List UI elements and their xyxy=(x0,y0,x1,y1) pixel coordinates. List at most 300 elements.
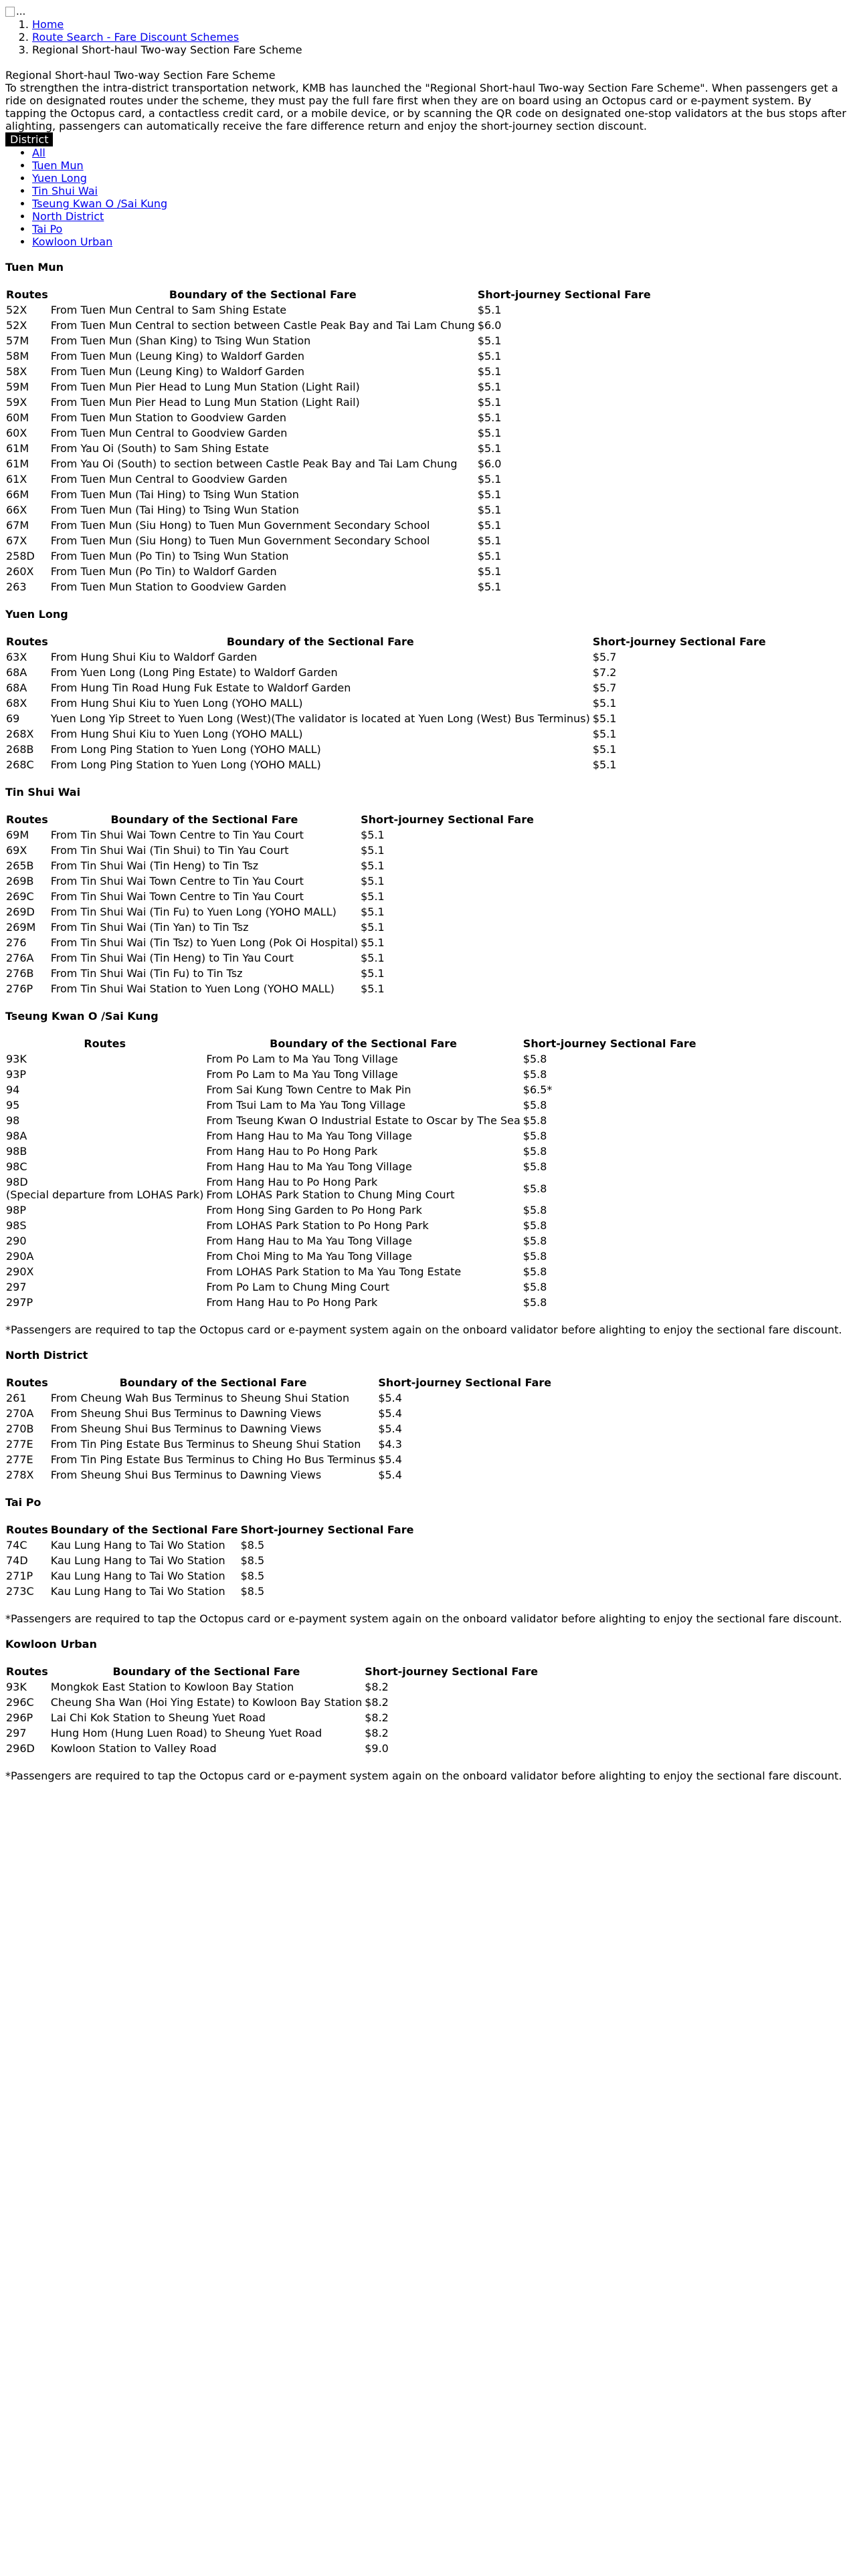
route-cell: 59X xyxy=(6,396,27,409)
fare-cell: $5.8 xyxy=(522,1160,547,1173)
table-row xyxy=(5,859,535,873)
route-cell: 269B xyxy=(6,875,34,887)
boundary-cell: From Tuen Mun Pier Head to Lung Mun Station (Light Rail) xyxy=(50,381,360,393)
route-cell: 95 xyxy=(6,1099,20,1111)
district-link-yuen-long[interactable]: Yuen Long xyxy=(32,172,87,185)
fare-cell: $5.1 xyxy=(477,381,502,393)
table-row xyxy=(5,518,652,532)
district-filter-item xyxy=(32,159,854,172)
boundary-cell: From Tin Ping Estate Bus Terminus to Sheung Shui Station xyxy=(50,1438,361,1451)
route-cell: 290A xyxy=(6,1250,34,1263)
table-row xyxy=(5,665,767,679)
route-cell: 290 xyxy=(6,1235,27,1247)
routes-header: Routes xyxy=(6,288,48,301)
boundary-cell: From Tuen Mun (Po Tin) to Tsing Wun Station xyxy=(50,550,289,562)
table-row xyxy=(5,650,767,664)
boundary-cell: From LOHAS Park Station to Ma Yau Tong Estate xyxy=(206,1265,462,1278)
table-row xyxy=(5,1052,697,1066)
boundary-cell: From Tin Shui Wai (Tin Heng) to Tin Tsz xyxy=(50,859,259,872)
fare-cell: $5.1 xyxy=(477,396,502,409)
district-label: District xyxy=(5,132,53,146)
fare-cell: $6.0 xyxy=(477,457,502,470)
fare-header: Short-journey Sectional Fare xyxy=(361,813,534,826)
intro-text: To strengthen the intra-district transportation network, KMB has launched the "Regional Short-haul Two-way Section Fare Scheme". When passengers get a ride on designated routes under the scheme, they must pay the full fare first when they are on board using an Octopus card or e-payment system. By tapping the Octopus card, a contactless credit card, or a mobile device, or by scanning the QR code on designated one-stop validators at the bus stops after alighting, passengers can automatically receive the fare difference return and enjoy the short-journey section discount. xyxy=(5,82,846,132)
table-row xyxy=(5,1203,697,1217)
route-cell: 268B xyxy=(6,743,34,756)
table-row xyxy=(5,1695,539,1709)
fare-cell: $8.5 xyxy=(240,1570,265,1582)
boundary-cell: From Hung Tin Road Hung Fuk Estate to Waldorf Garden xyxy=(50,681,351,694)
route-cell: 273C xyxy=(6,1585,34,1598)
route-cell: 93P xyxy=(6,1068,27,1081)
table-row xyxy=(5,681,767,695)
section-note: *Passengers are required to tap the Octopus card or e-payment system again on the onboard validator before alighting to enjoy the sectional fare discount. xyxy=(5,1323,842,1336)
fare-cell: $5.4 xyxy=(378,1407,402,1420)
fare-cell: $8.5 xyxy=(240,1539,265,1551)
district-link-kowloon-urban[interactable]: Kowloon Urban xyxy=(32,235,113,248)
fare-cell: $5.1 xyxy=(592,743,617,756)
fare-table xyxy=(4,811,536,997)
boundary-cell: From Hang Hau to Ma Yau Tong Village xyxy=(206,1130,412,1142)
table-row xyxy=(5,712,767,726)
fare-cell: $5.1 xyxy=(361,952,385,964)
table-row xyxy=(5,395,652,409)
boundary-cell: Mongkok East Station to Kowloon Bay Station xyxy=(50,1681,294,1693)
route-cell: 68A xyxy=(6,666,27,679)
fare-cell: $5.4 xyxy=(378,1392,402,1404)
fare-cell: $5.1 xyxy=(477,442,502,455)
boundary-cell: From Tuen Mun (Leung King) to Waldorf Garden xyxy=(50,350,305,362)
boundary-cell: From Tuen Mun (Tai Hing) to Tsing Wun Station xyxy=(50,504,299,516)
table-row xyxy=(5,1144,697,1158)
route-cell: 60X xyxy=(6,427,27,439)
table-row xyxy=(5,1406,552,1420)
route-cell: 98B xyxy=(6,1145,27,1158)
route-cell: 60M xyxy=(6,411,29,424)
boundary-header: Boundary of the Sectional Fare xyxy=(112,1665,300,1678)
fare-cell: $5.1 xyxy=(361,829,385,841)
table-header-row xyxy=(5,1523,414,1537)
table-row xyxy=(5,318,652,332)
table-header-row xyxy=(5,813,535,827)
fare-cell: $5.1 xyxy=(477,334,502,347)
route-cell: 296D xyxy=(6,1742,35,1755)
route-cell: 74C xyxy=(6,1539,27,1551)
table-row xyxy=(5,534,652,548)
table-row xyxy=(5,1741,539,1755)
route-cell: 93K xyxy=(6,1681,27,1693)
table-row xyxy=(5,920,535,934)
routes-header: Routes xyxy=(6,1523,48,1536)
fare-cell: $8.5 xyxy=(240,1585,265,1598)
route-cell: 290X xyxy=(6,1265,34,1278)
fare-cell: $5.8 xyxy=(522,1296,547,1309)
table-row xyxy=(5,1249,697,1263)
route-cell: 277E xyxy=(6,1438,33,1451)
breadcrumb-item-home xyxy=(32,18,854,31)
header-image xyxy=(5,5,854,18)
fare-header: Short-journey Sectional Fare xyxy=(522,1037,696,1050)
boundary-cell: From Tuen Mun (Siu Hong) to Tuen Mun Government Secondary School xyxy=(50,534,430,547)
fare-cell: $8.2 xyxy=(365,1696,389,1709)
fare-cell: $5.1 xyxy=(592,697,617,710)
table-row xyxy=(5,1295,697,1309)
route-cell: 297P xyxy=(6,1296,33,1309)
section-heading: Yuen Long xyxy=(5,608,68,621)
boundary-cell: From Tuen Mun Station to Goodview Garden xyxy=(50,411,287,424)
header-image-alt: ... xyxy=(16,5,26,17)
table-row xyxy=(5,828,535,842)
route-cell: 68A xyxy=(6,681,27,694)
fare-cell: $5.1 xyxy=(477,580,502,593)
fare-cell: $5.1 xyxy=(361,921,385,934)
fare-table xyxy=(4,1521,415,1600)
table-row xyxy=(5,1160,697,1174)
fare-cell: $7.2 xyxy=(592,666,617,679)
breadcrumb xyxy=(5,18,854,56)
table-header-row xyxy=(5,1665,539,1679)
boundary-cell: From Hung Shui Kiu to Waldorf Garden xyxy=(50,651,258,663)
route-cell: 98P xyxy=(6,1204,27,1216)
table-row xyxy=(5,1553,414,1568)
table-header-row xyxy=(5,635,767,649)
table-row xyxy=(5,1711,539,1725)
table-row xyxy=(5,364,652,379)
fare-cell: $5.8 xyxy=(522,1182,547,1195)
table-row xyxy=(5,426,652,440)
table-row xyxy=(5,758,767,772)
table-row xyxy=(5,1680,539,1694)
boundary-header: Boundary of the Sectional Fare xyxy=(226,635,414,648)
boundary-cell: From Tin Shui Wai (Tin Heng) to Tin Yau Court xyxy=(50,952,294,964)
fare-cell: $8.2 xyxy=(365,1711,389,1724)
fare-cell: $5.8 xyxy=(522,1053,547,1065)
table-row xyxy=(5,1129,697,1143)
section-heading: North District xyxy=(5,1349,88,1362)
table-row xyxy=(5,1391,552,1405)
boundary-cell: From Sheung Shui Bus Terminus to Dawning Views xyxy=(50,1407,322,1420)
table-row xyxy=(5,457,652,471)
route-cell: 276A xyxy=(6,952,34,964)
route-cell: 66X xyxy=(6,504,27,516)
fare-cell: $5.8 xyxy=(522,1235,547,1247)
route-cell: 277E xyxy=(6,1453,33,1466)
boundary-cell: From Tuen Mun (Po Tin) to Waldorf Garden xyxy=(50,565,277,578)
boundary-cell: From Tuen Mun Central to Goodview Garden xyxy=(50,473,288,486)
table-row xyxy=(5,1265,697,1279)
boundary-cell: From Tuen Mun (Shan King) to Tsing Wun Station xyxy=(50,334,311,347)
fare-cell: $5.8 xyxy=(522,1099,547,1111)
routes-header: Routes xyxy=(6,1376,48,1389)
boundary-cell: From Tin Shui Wai (Tin Fu) to Yuen Long (YOHO MALL) xyxy=(50,905,337,918)
table-row xyxy=(5,1422,552,1436)
fare-cell: $5.8 xyxy=(522,1265,547,1278)
route-cell: 67M xyxy=(6,519,29,532)
route-cell: 297 xyxy=(6,1727,27,1739)
boundary-cell: From Tuen Mun (Siu Hong) to Tuen Mun Government Secondary School xyxy=(50,519,430,532)
boundary-cell: From LOHAS Park Station to Po Hong Park xyxy=(206,1219,429,1232)
fare-table xyxy=(4,633,768,773)
route-cell: 297 xyxy=(6,1281,27,1293)
fare-table xyxy=(4,1035,698,1311)
boundary-cell: From Hang Hau to Ma Yau Tong Village xyxy=(206,1160,412,1173)
route-cell: 271P xyxy=(6,1570,33,1582)
route-cell: 269M xyxy=(6,921,36,934)
route-cell: 269D xyxy=(6,905,35,918)
route-cell: 61M xyxy=(6,442,29,455)
table-row xyxy=(5,843,535,857)
table-row xyxy=(5,1437,552,1451)
fare-header: Short-journey Sectional Fare xyxy=(365,1665,539,1678)
boundary-cell: From Tuen Mun (Leung King) to Waldorf Garden xyxy=(50,365,305,378)
table-row xyxy=(5,742,767,756)
table-row xyxy=(5,488,652,502)
boundary-cell: From Po Lam to Ma Yau Tong Village xyxy=(206,1068,398,1081)
district-filter-item xyxy=(32,146,854,159)
table-row xyxy=(5,936,535,950)
route-cell: 67X xyxy=(6,534,27,547)
fare-sections xyxy=(5,261,854,1782)
route-cell: 260X xyxy=(6,565,34,578)
breadcrumb-link-home[interactable]: Home xyxy=(32,18,64,31)
section-heading: Tuen Mun xyxy=(5,261,64,274)
boundary-cell: From Tuen Mun Pier Head to Lung Mun Station (Light Rail) xyxy=(50,396,360,409)
route-cell: 270A xyxy=(6,1407,34,1420)
section-note: *Passengers are required to tap the Octopus card or e-payment system again on the onboard validator before alighting to enjoy the sectional fare discount. xyxy=(5,1769,842,1782)
boundary-header: Boundary of the Sectional Fare xyxy=(119,1376,307,1389)
broken-image-icon xyxy=(5,7,15,17)
district-link-north-district[interactable]: North District xyxy=(32,210,104,223)
boundary-header: Boundary of the Sectional Fare xyxy=(110,813,298,826)
table-row xyxy=(5,905,535,919)
route-cell: 268X xyxy=(6,728,34,740)
page-title: Regional Short-haul Two-way Section Fare Scheme xyxy=(5,69,276,82)
fare-cell: $5.1 xyxy=(477,504,502,516)
fare-cell: $5.8 xyxy=(522,1068,547,1081)
boundary-cell: Yuen Long Yip Street to Yuen Long (West)(The validator is located at Yuen Long (West) Bus Terminus) xyxy=(50,712,590,725)
route-cell: 268C xyxy=(6,758,34,771)
table-row xyxy=(5,951,535,965)
route-cell: 258D xyxy=(6,550,35,562)
route-cell: 278X xyxy=(6,1469,34,1481)
route-cell: 261 xyxy=(6,1392,27,1404)
table-row xyxy=(5,1175,697,1202)
fare-cell: $5.1 xyxy=(361,905,385,918)
table-row xyxy=(5,1098,697,1112)
district-link-tseung-kwan-o[interactable]: Tseung Kwan O /Sai Kung xyxy=(32,197,168,210)
boundary-cell: From Yuen Long (Long Ping Estate) to Waldorf Garden xyxy=(50,666,338,679)
district-filter-item xyxy=(32,185,854,197)
route-cell: 98S xyxy=(6,1219,27,1232)
boundary-cell: From Hong Sing Garden to Po Hong Park xyxy=(206,1204,422,1216)
fare-cell: $5.4 xyxy=(378,1469,402,1481)
boundary-cell: From Po Lam to Ma Yau Tong Village xyxy=(206,1053,398,1065)
fare-cell: $5.1 xyxy=(592,728,617,740)
district-filter-item xyxy=(32,210,854,223)
fare-header: Short-journey Sectional Fare xyxy=(592,635,766,648)
route-cell: 63X xyxy=(6,651,27,663)
table-row xyxy=(5,564,652,578)
table-row xyxy=(5,1280,697,1294)
fare-cell: $5.8 xyxy=(522,1114,547,1127)
fare-cell: $5.1 xyxy=(361,890,385,903)
boundary-cell: From Hang Hau to Po Hong Park xyxy=(206,1296,378,1309)
fare-cell: $5.8 xyxy=(522,1130,547,1142)
fare-cell: $6.5* xyxy=(522,1083,553,1096)
district-link-tai-po[interactable]: Tai Po xyxy=(32,223,63,235)
boundary-header: Boundary of the Sectional Fare xyxy=(169,288,357,301)
route-cell: 52X xyxy=(6,304,27,316)
route-cell: 263 xyxy=(6,580,27,593)
boundary-cell: Kau Lung Hang to Tai Wo Station xyxy=(50,1554,225,1567)
boundary-cell: From Sai Kung Town Centre to Mak Pin xyxy=(206,1083,411,1096)
route-cell: 57M xyxy=(6,334,29,347)
fare-cell: $5.1 xyxy=(361,967,385,980)
fare-cell: $5.7 xyxy=(592,651,617,663)
fare-cell: $5.8 xyxy=(522,1250,547,1263)
route-cell: 98C xyxy=(6,1160,27,1173)
fare-cell: $5.1 xyxy=(592,712,617,725)
fare-cell: $5.4 xyxy=(378,1453,402,1466)
boundary-cell: Kowloon Station to Valley Road xyxy=(50,1742,217,1755)
fare-cell: $5.1 xyxy=(592,758,617,771)
boundary-cell: From Hung Shui Kiu to Yuen Long (YOHO MALL) xyxy=(50,728,303,740)
table-row xyxy=(5,966,535,980)
fare-cell: $5.1 xyxy=(361,982,385,995)
district-filter-item xyxy=(32,235,854,248)
table-row xyxy=(5,1584,414,1598)
table-row xyxy=(5,1726,539,1740)
table-row xyxy=(5,549,652,563)
boundary-cell: From Tuen Mun (Tai Hing) to Tsing Wun Station xyxy=(50,488,299,501)
route-cell: 69 xyxy=(6,712,20,725)
route-cell: 269C xyxy=(6,890,34,903)
boundary-cell: Kau Lung Hang to Tai Wo Station xyxy=(50,1570,225,1582)
boundary-cell: Hung Hom (Hung Luen Road) to Sheung Yuet Road xyxy=(50,1727,322,1739)
fare-cell: $5.1 xyxy=(361,859,385,872)
table-row xyxy=(5,1453,552,1467)
section-note: *Passengers are required to tap the Octopus card or e-payment system again on the onboard validator before alighting to enjoy the sectional fare discount. xyxy=(5,1612,842,1625)
district-filter-item xyxy=(32,197,854,210)
table-row xyxy=(5,1083,697,1097)
boundary-cell: From Yau Oi (South) to section between Castle Peak Bay and Tai Lam Chung xyxy=(50,457,458,470)
route-cell: 276 xyxy=(6,936,27,949)
boundary-cell: Kau Lung Hang to Tai Wo Station xyxy=(50,1585,225,1598)
fare-header: Short-journey Sectional Fare xyxy=(240,1523,414,1536)
district-link-tin-shui-wai[interactable]: Tin Shui Wai xyxy=(32,185,98,197)
fare-cell: $5.1 xyxy=(477,350,502,362)
section-heading: Tseung Kwan O /Sai Kung xyxy=(5,1010,159,1023)
boundary-cell: From Tin Shui Wai (Tin Tsz) to Yuen Long (Pok Oi Hospital) xyxy=(50,936,359,949)
table-row xyxy=(5,1067,697,1081)
route-cell: 69X xyxy=(6,844,27,857)
route-cell: 58X xyxy=(6,365,27,378)
table-row xyxy=(5,503,652,517)
table-row xyxy=(5,874,535,888)
routes-header: Routes xyxy=(6,1665,48,1678)
table-row xyxy=(5,334,652,348)
fare-cell: $6.0 xyxy=(477,319,502,332)
table-row xyxy=(5,982,535,996)
route-cell: 61M xyxy=(6,457,29,470)
boundary-cell: From Choi Ming to Ma Yau Tong Village xyxy=(206,1250,412,1263)
district-link-tuen-mun[interactable]: Tuen Mun xyxy=(32,159,84,172)
route-cell: 52X xyxy=(6,319,27,332)
fare-cell: $5.1 xyxy=(477,565,502,578)
boundary-cell: From Cheung Wah Bus Terminus to Sheung Shui Station xyxy=(50,1392,350,1404)
boundary-cell: From Long Ping Station to Yuen Long (YOHO MALL) xyxy=(50,758,321,771)
fare-table xyxy=(4,1374,553,1483)
boundary-cell: From Long Ping Station to Yuen Long (YOHO MALL) xyxy=(50,743,321,756)
fare-cell: $5.1 xyxy=(477,473,502,486)
fare-cell: $8.5 xyxy=(240,1554,265,1567)
table-row xyxy=(5,472,652,486)
route-cell: 69M xyxy=(6,829,29,841)
table-row xyxy=(5,1218,697,1232)
fare-cell: $5.4 xyxy=(378,1422,402,1435)
boundary-cell: From Tin Ping Estate Bus Terminus to Ching Ho Bus Terminus xyxy=(50,1453,376,1466)
fare-cell: $5.1 xyxy=(477,427,502,439)
fare-cell: $8.2 xyxy=(365,1681,389,1693)
table-row xyxy=(5,1468,552,1482)
route-cell: 58M xyxy=(6,350,29,362)
route-cell: 98 xyxy=(6,1114,20,1127)
table-row xyxy=(5,1538,414,1552)
boundary-cell: From Tin Shui Wai (Tin Yan) to Tin Tsz xyxy=(50,921,249,934)
boundary-cell: Lai Chi Kok Station to Sheung Yuet Road xyxy=(50,1711,266,1724)
boundary-cell: From Hang Hau to Ma Yau Tong Village xyxy=(206,1235,412,1247)
boundary-cell: From Tin Shui Wai Town Centre to Tin Yau Court xyxy=(50,890,304,903)
boundary-cell: From Tuen Mun Central to Sam Shing Estate xyxy=(50,304,287,316)
fare-cell: $5.1 xyxy=(361,936,385,949)
breadcrumb-link-route-search[interactable]: Route Search - Fare Discount Schemes xyxy=(32,31,240,43)
boundary-cell: From Hung Shui Kiu to Yuen Long (YOHO MALL) xyxy=(50,697,303,710)
route-cell: 59M xyxy=(6,381,29,393)
fare-cell: $5.1 xyxy=(361,875,385,887)
boundary-cell: From Hang Hau to Po Hong Park From LOHAS Park Station to Chung Ming Court xyxy=(206,1176,455,1201)
boundary-cell: From Tuen Mun Central to section between Castle Peak Bay and Tai Lam Chung xyxy=(50,319,475,332)
table-row xyxy=(5,1234,697,1248)
table-row xyxy=(5,580,652,594)
table-row xyxy=(5,1113,697,1128)
boundary-cell: From Sheung Shui Bus Terminus to Dawning Views xyxy=(50,1469,322,1481)
fare-table xyxy=(4,1663,540,1757)
route-cell: 68X xyxy=(6,697,27,710)
boundary-cell: Cheung Sha Wan (Hoi Ying Estate) to Kowloon Bay Station xyxy=(50,1696,363,1709)
fare-cell: $5.1 xyxy=(477,365,502,378)
boundary-cell: From Tin Shui Wai Town Centre to Tin Yau Court xyxy=(50,829,304,841)
table-header-row xyxy=(5,1376,552,1390)
fare-table xyxy=(4,286,653,595)
routes-header: Routes xyxy=(6,635,48,648)
breadcrumb-item-current: 3. Regional Short-haul Two-way Section Fare Scheme xyxy=(32,43,854,56)
route-cell: 98D (Special departure from LOHAS Park) xyxy=(6,1176,204,1201)
table-row xyxy=(5,889,535,903)
boundary-cell: From Tsui Lam to Ma Yau Tong Village xyxy=(206,1099,406,1111)
route-cell: 74D xyxy=(6,1554,28,1567)
district-link-all[interactable]: All xyxy=(32,146,45,159)
route-cell: 270B xyxy=(6,1422,34,1435)
boundary-cell: From Sheung Shui Bus Terminus to Dawning Views xyxy=(50,1422,322,1435)
boundary-cell: From Tin Shui Wai Town Centre to Tin Yau Court xyxy=(50,875,304,887)
section-heading: Tai Po xyxy=(5,1496,41,1509)
boundary-cell: From Po Lam to Chung Ming Court xyxy=(206,1281,390,1293)
fare-cell: $5.1 xyxy=(477,550,502,562)
route-cell: 276P xyxy=(6,982,33,995)
route-cell: 265B xyxy=(6,859,34,872)
route-cell: 66M xyxy=(6,488,29,501)
table-row xyxy=(5,727,767,741)
